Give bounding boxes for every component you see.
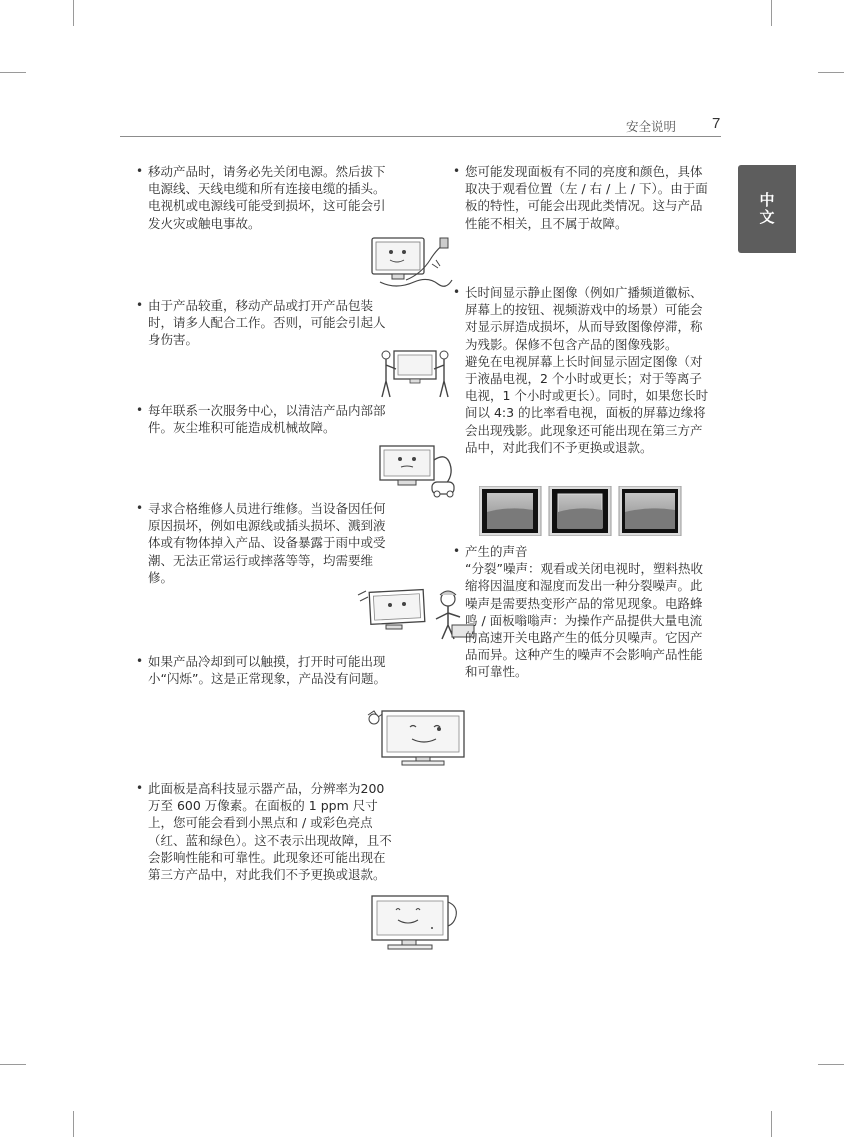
list-item — [136, 297, 393, 349]
tv-pixel-dots-illustration — [370, 894, 460, 954]
item-text: 每年联系一次服务中心，以清洁产品内部部件。灰尘堆积可能造成机械故障。 — [148, 403, 386, 436]
header-rule — [120, 136, 721, 137]
crop-mark — [73, 1111, 74, 1137]
retention-photo — [479, 486, 541, 536]
item-text: 长时间显示静止图像（例如广播频道徽标、屏幕上的按钮、视频游戏中的场景）可能会对显示屏造成损坏，从而导致图像停滞，称为残影。保修不包含产品的图像残影。 避免在电视屏幕上长时间显示固定图像（对于液晶电视，2 个小时或更长；对于等离子电视，1 个小时或更长）。同时，如果您长时间以 4:3 的比率看电视，面板的屏幕边缘将会出现残影。此现象还可能出现在第三方产品中，对此我们不予更换或退款。 — [465, 285, 709, 455]
page-number: 7 — [712, 115, 721, 132]
crop-mark — [818, 1064, 844, 1065]
crop-mark — [771, 1111, 772, 1137]
bullet: • — [453, 285, 461, 299]
bullet: • — [136, 654, 144, 668]
bullet: • — [136, 164, 144, 178]
list-item — [136, 163, 393, 232]
crop-mark — [73, 0, 74, 26]
item-text: 移动产品时，请务必先关闭电源。然后拔下电源线、天线电缆和所有连接电缆的插头。电视机或电源线可能受到损坏，这可能会引发火灾或触电事故。 — [148, 164, 386, 231]
list-item — [453, 543, 710, 681]
tv-winking-illustration — [360, 707, 468, 769]
bullet: • — [136, 501, 144, 515]
bullet: • — [136, 781, 144, 795]
item-text: 产生的声音 “分裂”噪声：观看或关闭电视时，塑料热收缩将因温度和湿度而发出一种分裂噪声。此噪声是需要热变形产品的常见现象。电路蜂鸣 / 面板嗡嗡声：为操作产品提供大量电流的高速开关电路产生的低分贝噪声。它因产品而异。这种产生的噪声不会影响产品性能和可靠性。 — [465, 544, 703, 680]
item-text: 此面板是高科技显示器产品，分辨率为200 万至 600 万像素。在面板的 1 ppm 尺寸上，您可能会看到小黑点和 / 或彩色亮点（红、蓝和绿色）。这不表示出现故障，且不会影响性能和可靠性。此现象还可能出现在第三方产品中，对此我们不予更换或退款。 — [148, 781, 392, 883]
list-item — [136, 780, 393, 883]
item-text: 如果产品冷却到可以触摸，打开时可能出现小“闪烁”。这是正常现象，产品没有问题。 — [148, 654, 386, 687]
two-people-carrying-tv-illustration — [380, 347, 450, 399]
crop-mark — [818, 72, 844, 73]
item-text: 寻求合格维修人员进行维修。当设备因任何原因损坏，例如电源线或插头损坏、溅到液体或有物体掉入产品、设备暴露于雨中或受潮、无法正常运行或摔落等等，均需要维修。 — [148, 501, 386, 585]
bullet: • — [136, 298, 144, 312]
list-item — [136, 402, 393, 436]
tv-cleaning-vacuum-illustration — [374, 442, 460, 498]
bullet: • — [136, 403, 144, 417]
language-tab — [738, 165, 796, 253]
retention-photo — [549, 486, 611, 536]
crop-mark — [771, 0, 772, 26]
bullet: • — [453, 544, 461, 558]
item-text: 您可能发现面板有不同的亮度和颜色，具体取决于观看位置（左 / 右 / 上 / 下）。由于面板的特性，可能会出现此类情况。这与产品性能不相关，且不属于故障。 — [465, 164, 708, 231]
bullet: • — [453, 164, 461, 178]
list-item — [136, 653, 393, 687]
image-retention-photos — [479, 486, 701, 536]
retention-photo — [619, 486, 681, 536]
list-item — [453, 284, 710, 456]
technician-repair-illustration — [356, 585, 478, 643]
section-title: 安全说明 — [625, 119, 676, 134]
item-text: 由于产品较重，移动产品或打开产品包装时，请多人配合工作。否则，可能会引起人身伤害。 — [148, 298, 386, 348]
crop-mark — [0, 1064, 26, 1065]
language-tab-label: 中文 — [757, 192, 776, 226]
list-item — [136, 500, 393, 586]
list-item — [453, 163, 710, 232]
tv-unplug-illustration — [366, 234, 456, 292]
crop-mark — [0, 72, 26, 73]
